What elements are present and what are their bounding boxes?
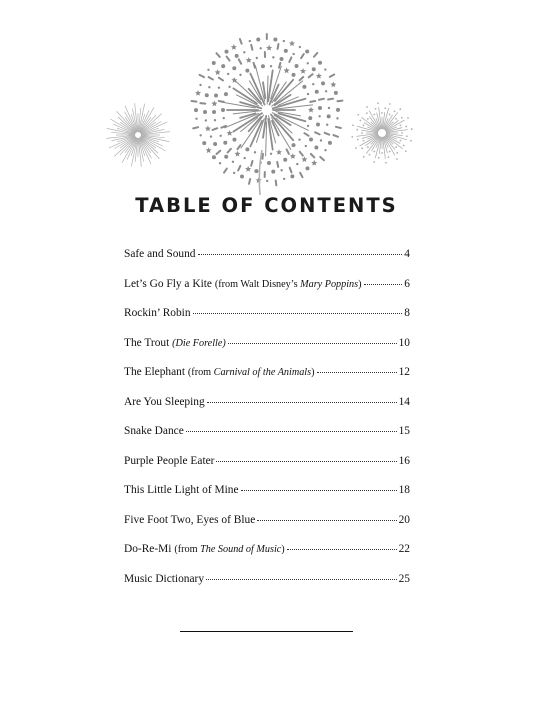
toc-entry-page: 25 bbox=[398, 572, 410, 585]
toc-entry-page: 4 bbox=[404, 248, 410, 260]
toc-leader-dots bbox=[216, 461, 396, 462]
toc-entry bbox=[124, 337, 410, 367]
toc-leader-dots bbox=[207, 402, 397, 403]
toc-entry-title: Rockin’ Robin bbox=[124, 307, 191, 319]
toc-entry-page: 18 bbox=[398, 484, 410, 496]
toc-entry bbox=[124, 543, 410, 573]
toc-entry-note: (from Walt Disney’s Mary Poppins) bbox=[214, 278, 362, 290]
toc-entry-page: 10 bbox=[398, 336, 410, 349]
toc-entry-page: 8 bbox=[404, 307, 410, 319]
toc-entry bbox=[124, 514, 410, 544]
toc-entry-title: This Little Light of Mine bbox=[124, 484, 239, 496]
toc-entry-page: 6 bbox=[404, 277, 410, 290]
toc-leader-dots bbox=[287, 549, 397, 550]
toc-entry bbox=[124, 573, 410, 603]
toc-entry-note: (Die Forelle) bbox=[172, 337, 226, 349]
toc-entry bbox=[124, 278, 410, 308]
toc-entry-page: 22 bbox=[398, 543, 410, 555]
toc-entry bbox=[124, 455, 410, 485]
toc-entry bbox=[124, 307, 410, 337]
toc-leader-dots bbox=[364, 284, 403, 285]
toc-leader-dots bbox=[186, 431, 397, 432]
toc-entry-page: 20 bbox=[398, 513, 410, 526]
toc-leader-dots bbox=[206, 579, 397, 580]
toc-entry-note: (from Carnival of the Animals) bbox=[187, 367, 315, 378]
big-firework-icon bbox=[192, 34, 343, 195]
toc-entry-title: Do-Re-Mi bbox=[124, 543, 172, 555]
toc-entry bbox=[124, 396, 410, 426]
toc-entry-title: The Trout bbox=[124, 336, 170, 349]
toc-entry bbox=[124, 366, 410, 396]
toc-leader-dots bbox=[317, 372, 397, 373]
toc-entry-title: The Elephant bbox=[124, 366, 186, 378]
bottom-divider bbox=[180, 631, 353, 632]
toc-entry-title: Five Foot Two, Eyes of Blue bbox=[124, 513, 256, 526]
toc-entry-title: Are You Sleeping bbox=[124, 395, 205, 408]
toc-leader-dots bbox=[241, 490, 397, 491]
toc-entry-title: Purple People Eater bbox=[124, 454, 215, 467]
toc-entry-page: 14 bbox=[398, 395, 410, 408]
toc-entry-page: 16 bbox=[398, 454, 410, 467]
left-firework-icon bbox=[106, 103, 170, 167]
toc-leader-dots bbox=[193, 313, 403, 314]
toc-entry-page: 15 bbox=[398, 425, 410, 437]
toc-leader-dots bbox=[228, 343, 397, 344]
toc-entry-title: Let’s Go Fly a Kite bbox=[124, 277, 212, 290]
page-title: TABLE OF CONTENTS bbox=[135, 194, 398, 217]
toc-entry-note: (from The Sound of Music) bbox=[174, 544, 285, 555]
toc-leader-dots bbox=[257, 520, 396, 521]
toc-entry bbox=[124, 425, 410, 455]
toc-entry-title: Music Dictionary bbox=[124, 572, 205, 585]
toc-entry bbox=[124, 248, 410, 278]
toc-entry-title: Safe and Sound bbox=[124, 248, 196, 260]
toc-entry bbox=[124, 484, 410, 514]
toc-entry-page: 12 bbox=[398, 366, 410, 378]
toc-leader-dots bbox=[198, 254, 403, 255]
toc-entry-title: Snake Dance bbox=[124, 425, 184, 437]
fireworks-illustration bbox=[0, 0, 533, 200]
right-firework-icon bbox=[351, 102, 412, 163]
table-of-contents bbox=[124, 248, 410, 602]
